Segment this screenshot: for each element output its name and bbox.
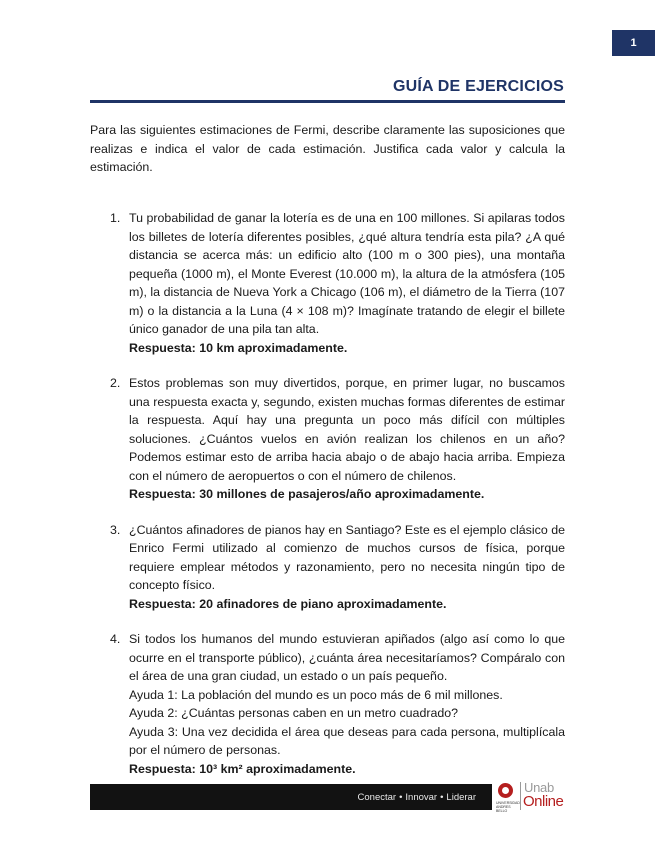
logo-unab-text: Unab <box>524 780 554 795</box>
logo-divider <box>520 782 521 810</box>
exercise-list <box>90 209 565 778</box>
logo-caption: UNIVERSIDAD ANDRES BELLO <box>496 801 520 813</box>
exercise-item <box>90 630 565 778</box>
footer-bar <box>90 784 492 810</box>
page-title: GUÍA DE EJERCICIOS <box>392 78 564 95</box>
exercise-hint: Ayuda 2: ¿Cuántas personas caben en un metro cuadrado? <box>129 706 459 720</box>
footer-motto-innovate: Innovar <box>405 791 438 803</box>
exercise-item <box>90 521 565 614</box>
exercise-text: Estos problemas son muy divertidos, porque, en primer lugar, no buscamos una respuesta exacta y, segundo, existen muchas formas diferentes de estimar la respuesta. Aquí hay una pregunta un poco más difícil con múltiples soluciones. ¿Cuántos vuelos en avión realizan los chilenos en un año? Podemos estimar esto de arriba hacia abajo o de abajo hacia arriba. Empieza con el número de aeropuertos o con el número de chilenos. <box>129 376 565 483</box>
exercise-number: 4. <box>110 632 121 646</box>
footer-motto-connect: Conectar <box>357 791 397 803</box>
exercise-answer: Respuesta: 10 km aproximadamente. <box>129 340 348 355</box>
exercise-text: ¿Cuántos afinadores de pianos hay en Santiago? Este es el ejemplo clásico de Enrico Fermi utilizado al comienzo de muchos cursos de física, porque requiere emplear métodos y razonamiento, pero no necesita ningún tipo de concepto físico. <box>129 522 565 592</box>
exercise-number: 2. <box>110 376 121 390</box>
exercise-answer: Respuesta: 10³ km² aproximadamente. <box>129 761 356 776</box>
unab-online-logo <box>496 780 568 814</box>
exercise-number: 1. <box>110 211 121 225</box>
university-seal-icon <box>498 783 513 798</box>
exercise-answer: Respuesta: 20 afinadores de piano aproximadamente. <box>129 596 447 611</box>
page-number: 1 <box>630 37 637 49</box>
exercise-item <box>90 209 565 357</box>
footer-motto-lead: Liderar <box>446 791 476 803</box>
page-number-tab <box>612 30 655 56</box>
exercise-number: 3. <box>110 522 121 537</box>
title-divider <box>90 100 565 103</box>
intro-paragraph: Para las siguientes estimaciones de Fermi, describe claramente las suposiciones que realizas e indica el valor de cada estimación. Justifica cada valor y calcula la estimación. <box>90 123 565 174</box>
exercise-answer: Respuesta: 30 millones de pasajeros/año aproximadamente. <box>129 487 485 501</box>
exercise-hint: Ayuda 1: La población del mundo es un poco más de 6 mil millones. <box>129 687 503 702</box>
exercise-item <box>90 374 565 504</box>
exercise-text: Si todos los humanos del mundo estuvieran apiñados (algo así como lo que ocurre en el transporte público), ¿cuánta área necesitaríamos? Compáralo con el área de una gran ciudad, un estado o un país pequeño. <box>129 632 565 683</box>
logo-online-text: Online <box>523 793 564 810</box>
footer-separator: • <box>399 791 403 803</box>
exercise-hint: Ayuda 3: Una vez decidida el área que deseas para cada persona, multiplícala por el número de personas. <box>129 724 565 757</box>
footer-separator: • <box>440 791 444 803</box>
exercise-text: Tu probabilidad de ganar la lotería es de una en 100 millones. Si apilaras todos los billetes de lotería diferentes posibles, ¿qué altura tendría esta pila? ¿A qué distancia se acerca más: un edificio alto (100 m o 300 pies), una montaña pequeña (1000 m), el Monte Everest (10.000 m), la altura de la atmósfera (105 m), la distancia de Nueva York a Chicago (106 m), el diámetro de la Tierra (107 m) o la distancia a la Luna (4 × 108 m)? Imagínate tratando de elegir el billete único ganador de una pila tan alta. <box>129 211 565 336</box>
